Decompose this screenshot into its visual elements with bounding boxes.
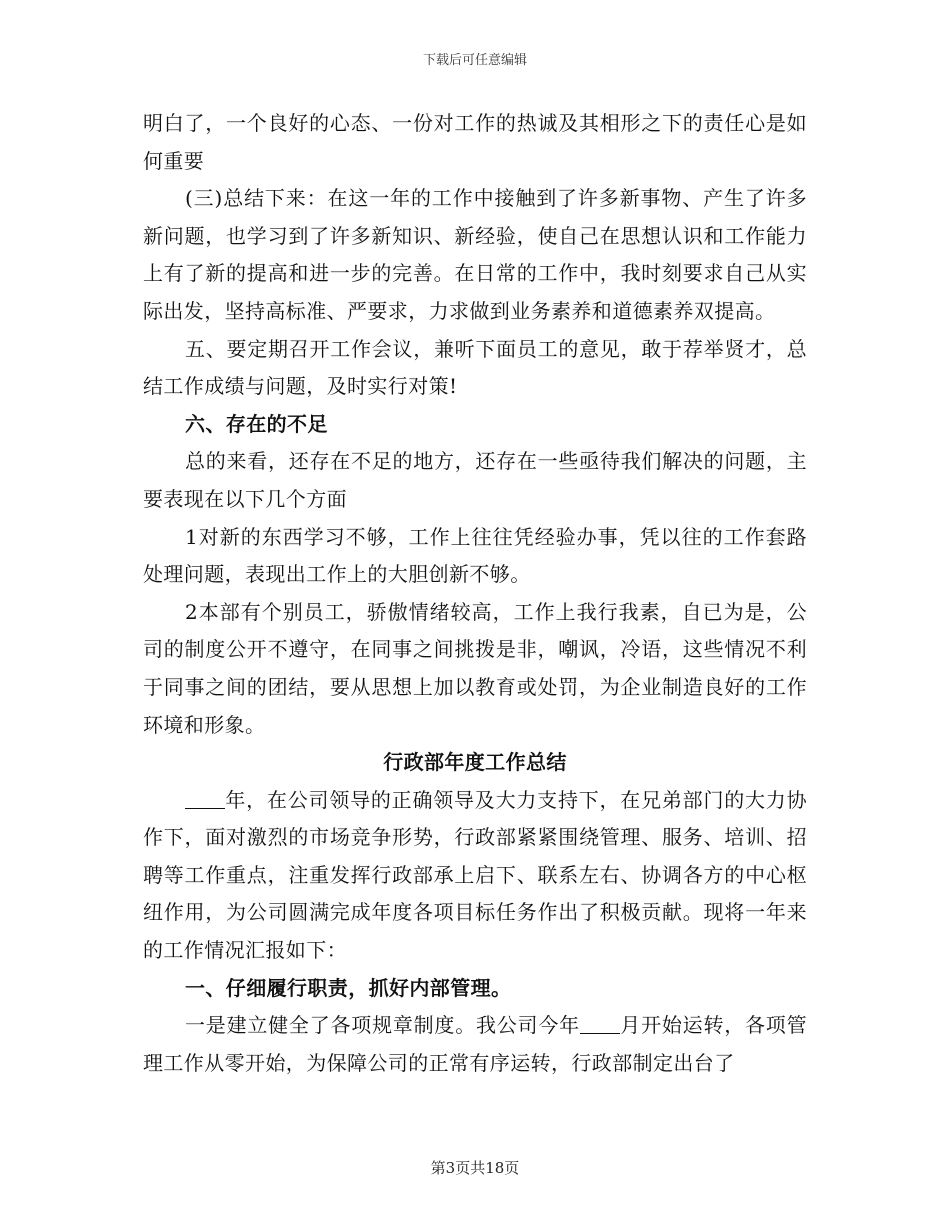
paragraph <box>143 782 807 970</box>
fill-in-blank <box>185 788 225 809</box>
section-heading: 一、仔细履行职责，抓好内部管理。 <box>185 975 512 1000</box>
paragraph: 总的来看，还存在不足的地方，还存在一些亟待我们解决的问题，主要表现在以下几个方面 <box>143 449 807 511</box>
paragraph: 2本部有个别员工，骄傲情绪较高，工作上我行我素，自已为是，公司的制度公开不遵守，在同事之间挑拨是非，嘲讽，冷语，这些情况不利于同事之间的团结，要从思想上加以教育或处罚，为企业制造良好的工作环境和形象。 <box>143 599 807 737</box>
fill-in-blank <box>580 1013 620 1034</box>
paragraph <box>143 1007 807 1082</box>
section-heading: 六、存在的不足 <box>185 411 328 436</box>
paragraph: (三)总结下来：在这一年的工作中接触到了许多新事物、产生了许多新问题，也学习到了许多新知识、新经验，使自己在思想认识和工作能力上有了新的提高和进一步的完善。在日常的工作中，我时刻要求自己从实际出发，坚持高标准、严要求，力求做到业务素养和道德素养双提高。 <box>143 186 807 323</box>
page-footer: 第3页共18页 <box>430 1159 520 1177</box>
paragraph: 五、要定期召开工作会议，兼听下面员工的意见，敢于荐举贤才，总结工作成绩与问题，及时实行对策! <box>143 336 807 399</box>
paragraph: 明白了，一个良好的心态、一份对工作的热诚及其相形之下的责任心是如何重要 <box>143 111 807 173</box>
paragraph-text: 年，在公司领导的正确领导及大力支持下，在兄弟部门的大力协作下，面对激烈的市场竞争形势，行政部紧紧围绕管理、服务、培训、招聘等工作重点，注重发挥行政部承上启下、联系左右、协调各方的中心枢纽作用，为公司圆满完成年度各项目标任务作出了积极贡献。现将一年来的工作情况汇报如下： <box>143 787 807 963</box>
paragraph-text: 一是建立健全了各项规章制度。我公司今年 <box>185 1013 580 1038</box>
document-title: 行政部年度工作总结 <box>383 750 567 775</box>
paragraph: 1对新的东西学习不够，工作上往往凭经验办事，凭以往的工作套路处理问题，表现出工作上的大胆创新不够。 <box>143 524 807 587</box>
page-header: 下载后可任意编辑 <box>422 53 527 68</box>
document-body <box>143 105 807 1082</box>
paragraph-text: 月开始运转，各项管理工作从零开始，为保障公司的正常有序运转，行政部制定出台了 <box>143 1013 807 1075</box>
